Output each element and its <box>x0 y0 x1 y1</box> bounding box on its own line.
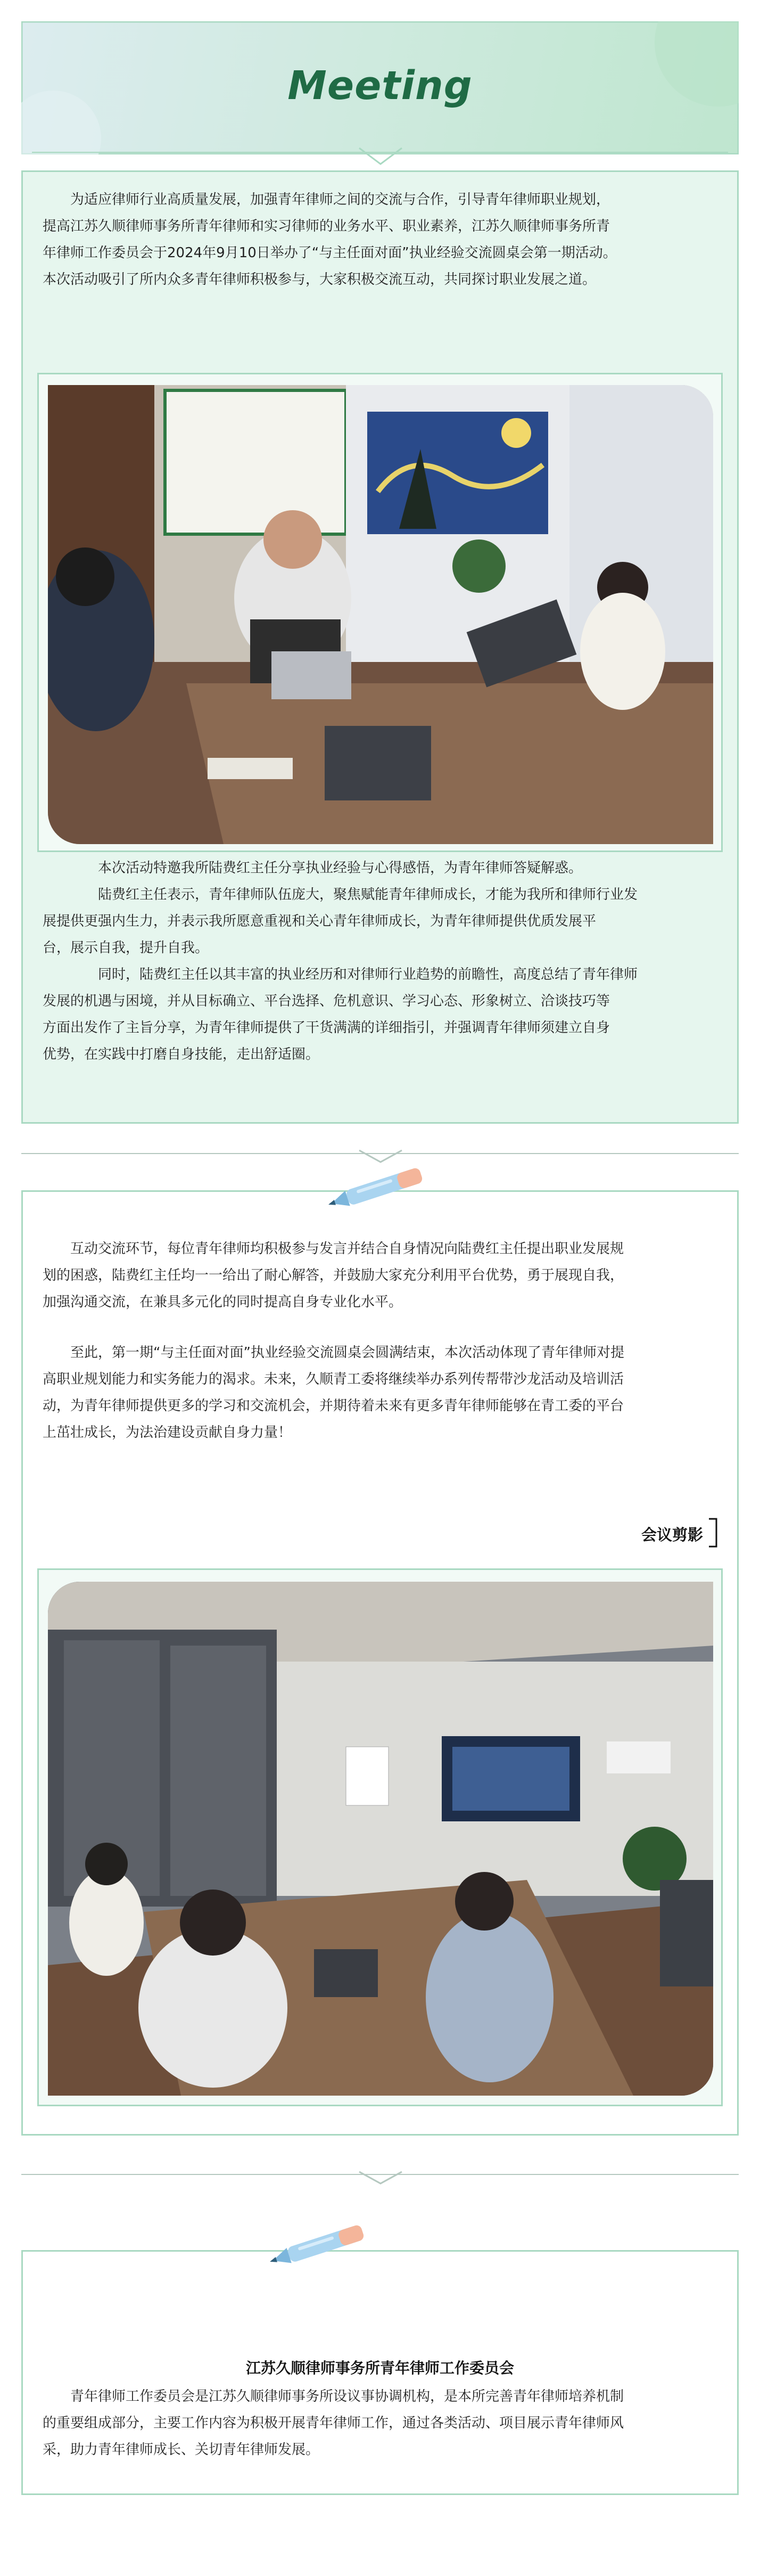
caption-bracket <box>708 1518 718 1548</box>
body-line: 陆费红主任表示，青年律师队伍庞大，聚焦赋能青年律师成长，才能为我所和律师行业发 <box>98 887 638 903</box>
body-text-3 <box>43 1339 718 1446</box>
intro-line: 为适应律师行业高质量发展，加强青年律师之间的交流与合作，引导青年律师职业规划， <box>70 192 610 208</box>
committee-title: 江苏久顺律师事务所青年律师工作委员会 <box>245 2359 514 2377</box>
body-line: 动，为青年律师提供更多的学习和交流机会，并期待着未来有更多青年律师能够在青工委的平台 <box>43 1398 624 1414</box>
intro-text <box>43 186 718 293</box>
gallery-caption: 会议剪影 <box>641 1526 704 1544</box>
body-line: 方面出发作了主旨分享，为青年律师提供了干货满满的详细指引，并强调青年律师须建立自身 <box>43 1020 610 1036</box>
intro-line: 年律师工作委员会于2024年9月10日举办了“与主任面对面”执业经验交流圆桌会第一期活动。 <box>43 245 617 261</box>
meeting-photo-2 <box>48 1582 713 2096</box>
body-line: 划的困惑，陆费红主任均一一给出了耐心解答，并鼓励大家充分利用平台优势，勇于展现自我， <box>43 1267 624 1283</box>
body-line: 台，展示自我，提升自我。 <box>43 940 209 956</box>
body-line: 同时，陆费红主任以其丰富的执业经历和对律师行业趋势的前瞻性，高度总结了青年律师 <box>98 967 638 983</box>
body-line: 至此，第一期“与主任面对面”执业经验交流圆桌会圆满结束，本次活动体现了青年律师对提 <box>70 1345 624 1361</box>
intro-line: 提高江苏久顺律师事务所青年律师和实习律师的业务水平、职业素养，江苏久顺律师事务所青 <box>43 218 610 234</box>
body-line: 加强沟通交流，在兼具多元化的同时提高自身专业化水平。 <box>43 1294 403 1310</box>
body-line: 青年律师工作委员会是江苏久顺律师事务所设议事协调机构，是本所完善青年律师培养机制 <box>70 2389 624 2405</box>
meeting-photo-1 <box>48 385 713 844</box>
committee-text <box>43 2383 718 2463</box>
body-line: 采，助力青年律师成长、关切青年律师发展。 <box>43 2442 320 2458</box>
body-line: 展提供更强内生力，并表示我所愿意重视和关心青年律师成长，为青年律师提供优质发展平 <box>43 913 597 929</box>
body-line: 高职业规划能力和实务能力的渴求。未来，久顺青工委将继续举办系列传帮带沙龙活动及培训活 <box>43 1371 624 1387</box>
body-line: 发展的机遇与困境，并从目标确立、平台选择、危机意识、学习心态、形象树立、洽谈技巧等 <box>43 993 610 1009</box>
body-text-2 <box>43 1236 718 1315</box>
intro-line: 本次活动吸引了所内众多青年律师积极参与，大家积极交流互动，共同探讨职业发展之道。 <box>43 272 597 288</box>
chevron-down-icon <box>357 143 404 169</box>
page-title: Meeting <box>287 63 473 109</box>
pen-icon <box>261 2215 383 2274</box>
body-line: 上茁壮成长，为法治建设贡献自身力量！ <box>43 1425 292 1441</box>
chevron-down-icon <box>357 2166 404 2186</box>
body-text-1 <box>43 855 718 1068</box>
body-line: 互动交流环节，每位青年律师均积极参与发言并结合自身情况向陆费红主任提出职业发展规 <box>70 1241 624 1257</box>
pen-icon <box>319 1158 442 1217</box>
body-line: 的重要组成部分，主要工作内容为积极开展青年律师工作，通过各类活动、项目展示青年律师风 <box>43 2415 624 2431</box>
body-line: 优势，在实践中打磨自身技能，走出舒适圈。 <box>43 1046 320 1062</box>
body-line: 本次活动特邀我所陆费红主任分享执业经验与心得感悟，为青年律师答疑解惑。 <box>98 860 583 876</box>
